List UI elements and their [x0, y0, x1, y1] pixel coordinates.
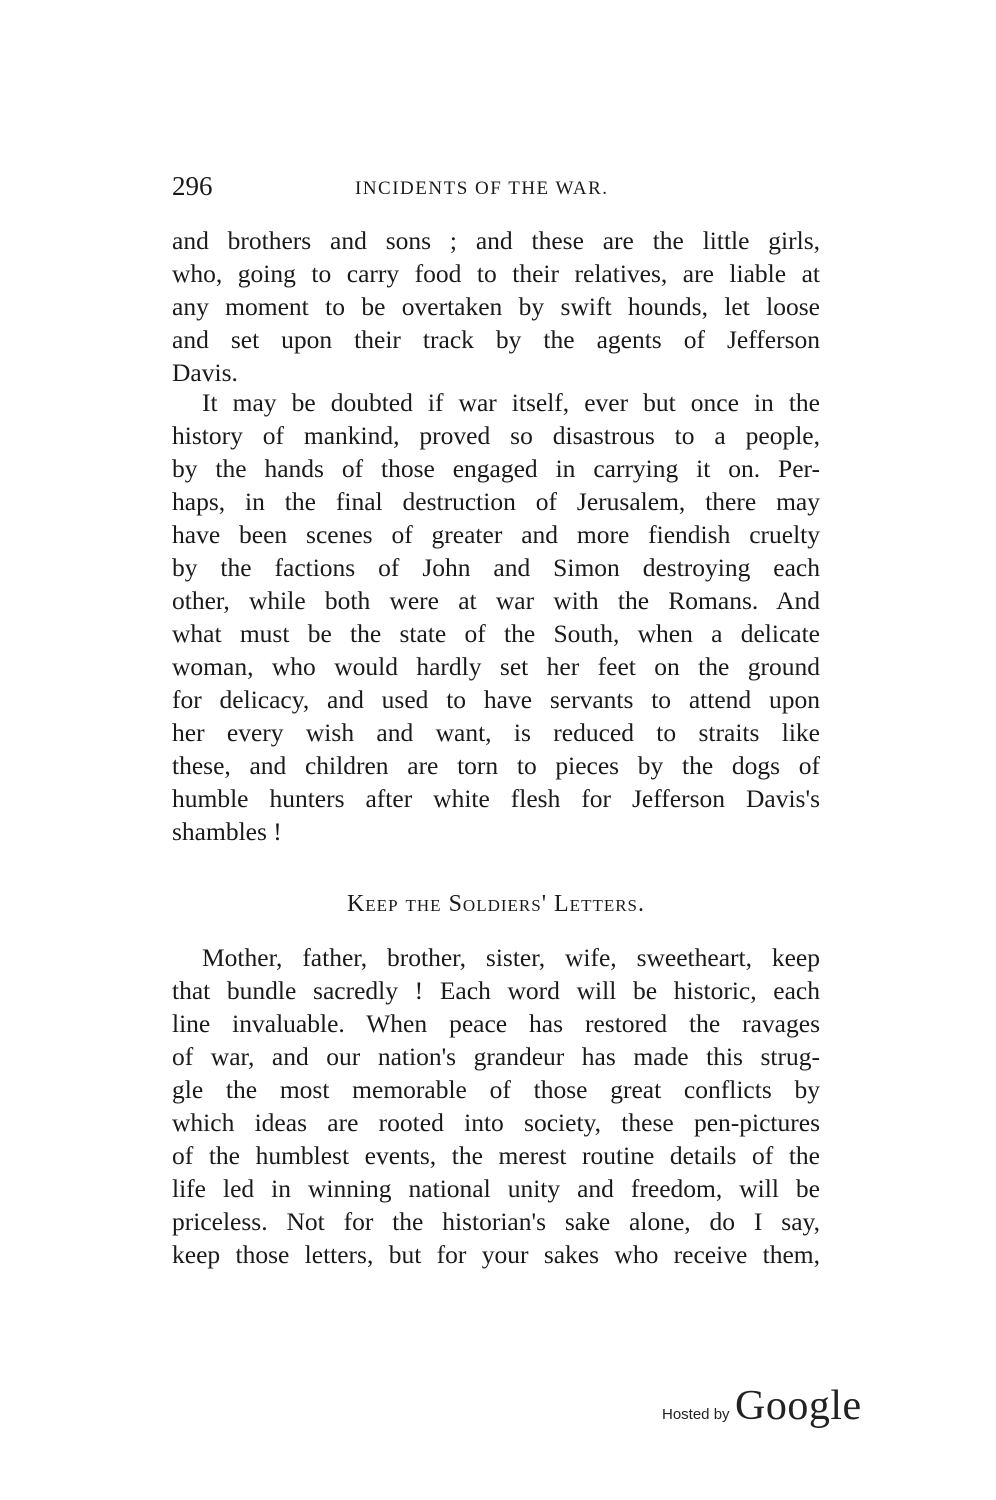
- text-line: which ideas are rooted into society, these pen-pictures: [172, 1108, 820, 1137]
- page-number: 296: [172, 171, 213, 201]
- text-line: by the hands of those engaged in carrying it on. Per-: [172, 454, 820, 483]
- text-line: history of mankind, proved so disastrous to a people,: [172, 421, 820, 450]
- text-line: life led in winning national unity and freedom, will be: [172, 1174, 820, 1203]
- text-line: have been scenes of greater and more fiendish cruelty: [172, 520, 820, 549]
- text-line: priceless. Not for the historian's sake alone, do I say,: [172, 1207, 820, 1236]
- text-line: haps, in the final destruction of Jerusalem, there may: [172, 487, 820, 516]
- paragraph-continued: [172, 224, 820, 389]
- text-line: humble hunters after white flesh for Jefferson Davis's: [172, 784, 820, 813]
- text-line: for delicacy, and used to have servants to attend upon: [172, 685, 820, 714]
- text-line: shambles !: [172, 817, 282, 846]
- hosted-by-watermark: [662, 1382, 862, 1432]
- google-logo: Google: [735, 1383, 862, 1429]
- text-line: these, and children are torn to pieces by the dogs of: [172, 751, 820, 780]
- text-line: any moment to be overtaken by swift hounds, let loose: [172, 292, 820, 321]
- text-line: Mother, father, brother, sister, wife, sweetheart, keep: [202, 943, 820, 972]
- text-line: gle the most memorable of those great conflicts by: [172, 1075, 820, 1104]
- text-line: and set upon their track by the agents of Jefferson: [172, 325, 820, 354]
- text-line: Davis.: [172, 358, 238, 387]
- running-title: INCIDENTS OF THE WAR.: [355, 178, 609, 199]
- section-heading: Keep the Soldiers' Letters.: [346, 891, 646, 917]
- text-line: woman, who would hardly set her feet on the ground: [172, 652, 820, 681]
- hosted-by-label: Hosted by: [662, 1406, 730, 1423]
- text-line: of war, and our nation's grandeur has made this strug-: [172, 1042, 820, 1071]
- text-line: what must be the state of the South, when a delicate: [172, 619, 820, 648]
- text-line: her every wish and want, is reduced to straits like: [172, 718, 820, 747]
- paragraph-war-disaster: [172, 386, 820, 848]
- text-line: by the factions of John and Simon destroying each: [172, 553, 820, 582]
- text-line: who, going to carry food to their relatives, are liable at: [172, 259, 820, 288]
- text-line: other, while both were at war with the Romans. And: [172, 586, 820, 615]
- text-line: of the humblest events, the merest routine details of the: [172, 1141, 820, 1170]
- paragraph-soldiers-letters: [172, 941, 820, 1271]
- text-line: that bundle sacredly ! Each word will be historic, each: [172, 976, 820, 1005]
- text-line: line invaluable. When peace has restored the ravages: [172, 1009, 820, 1038]
- text-line: keep those letters, but for your sakes who receive them,: [172, 1240, 820, 1269]
- text-line: It may be doubted if war itself, ever but once in the: [202, 388, 820, 417]
- text-line: and brothers and sons ; and these are the little girls,: [172, 226, 820, 255]
